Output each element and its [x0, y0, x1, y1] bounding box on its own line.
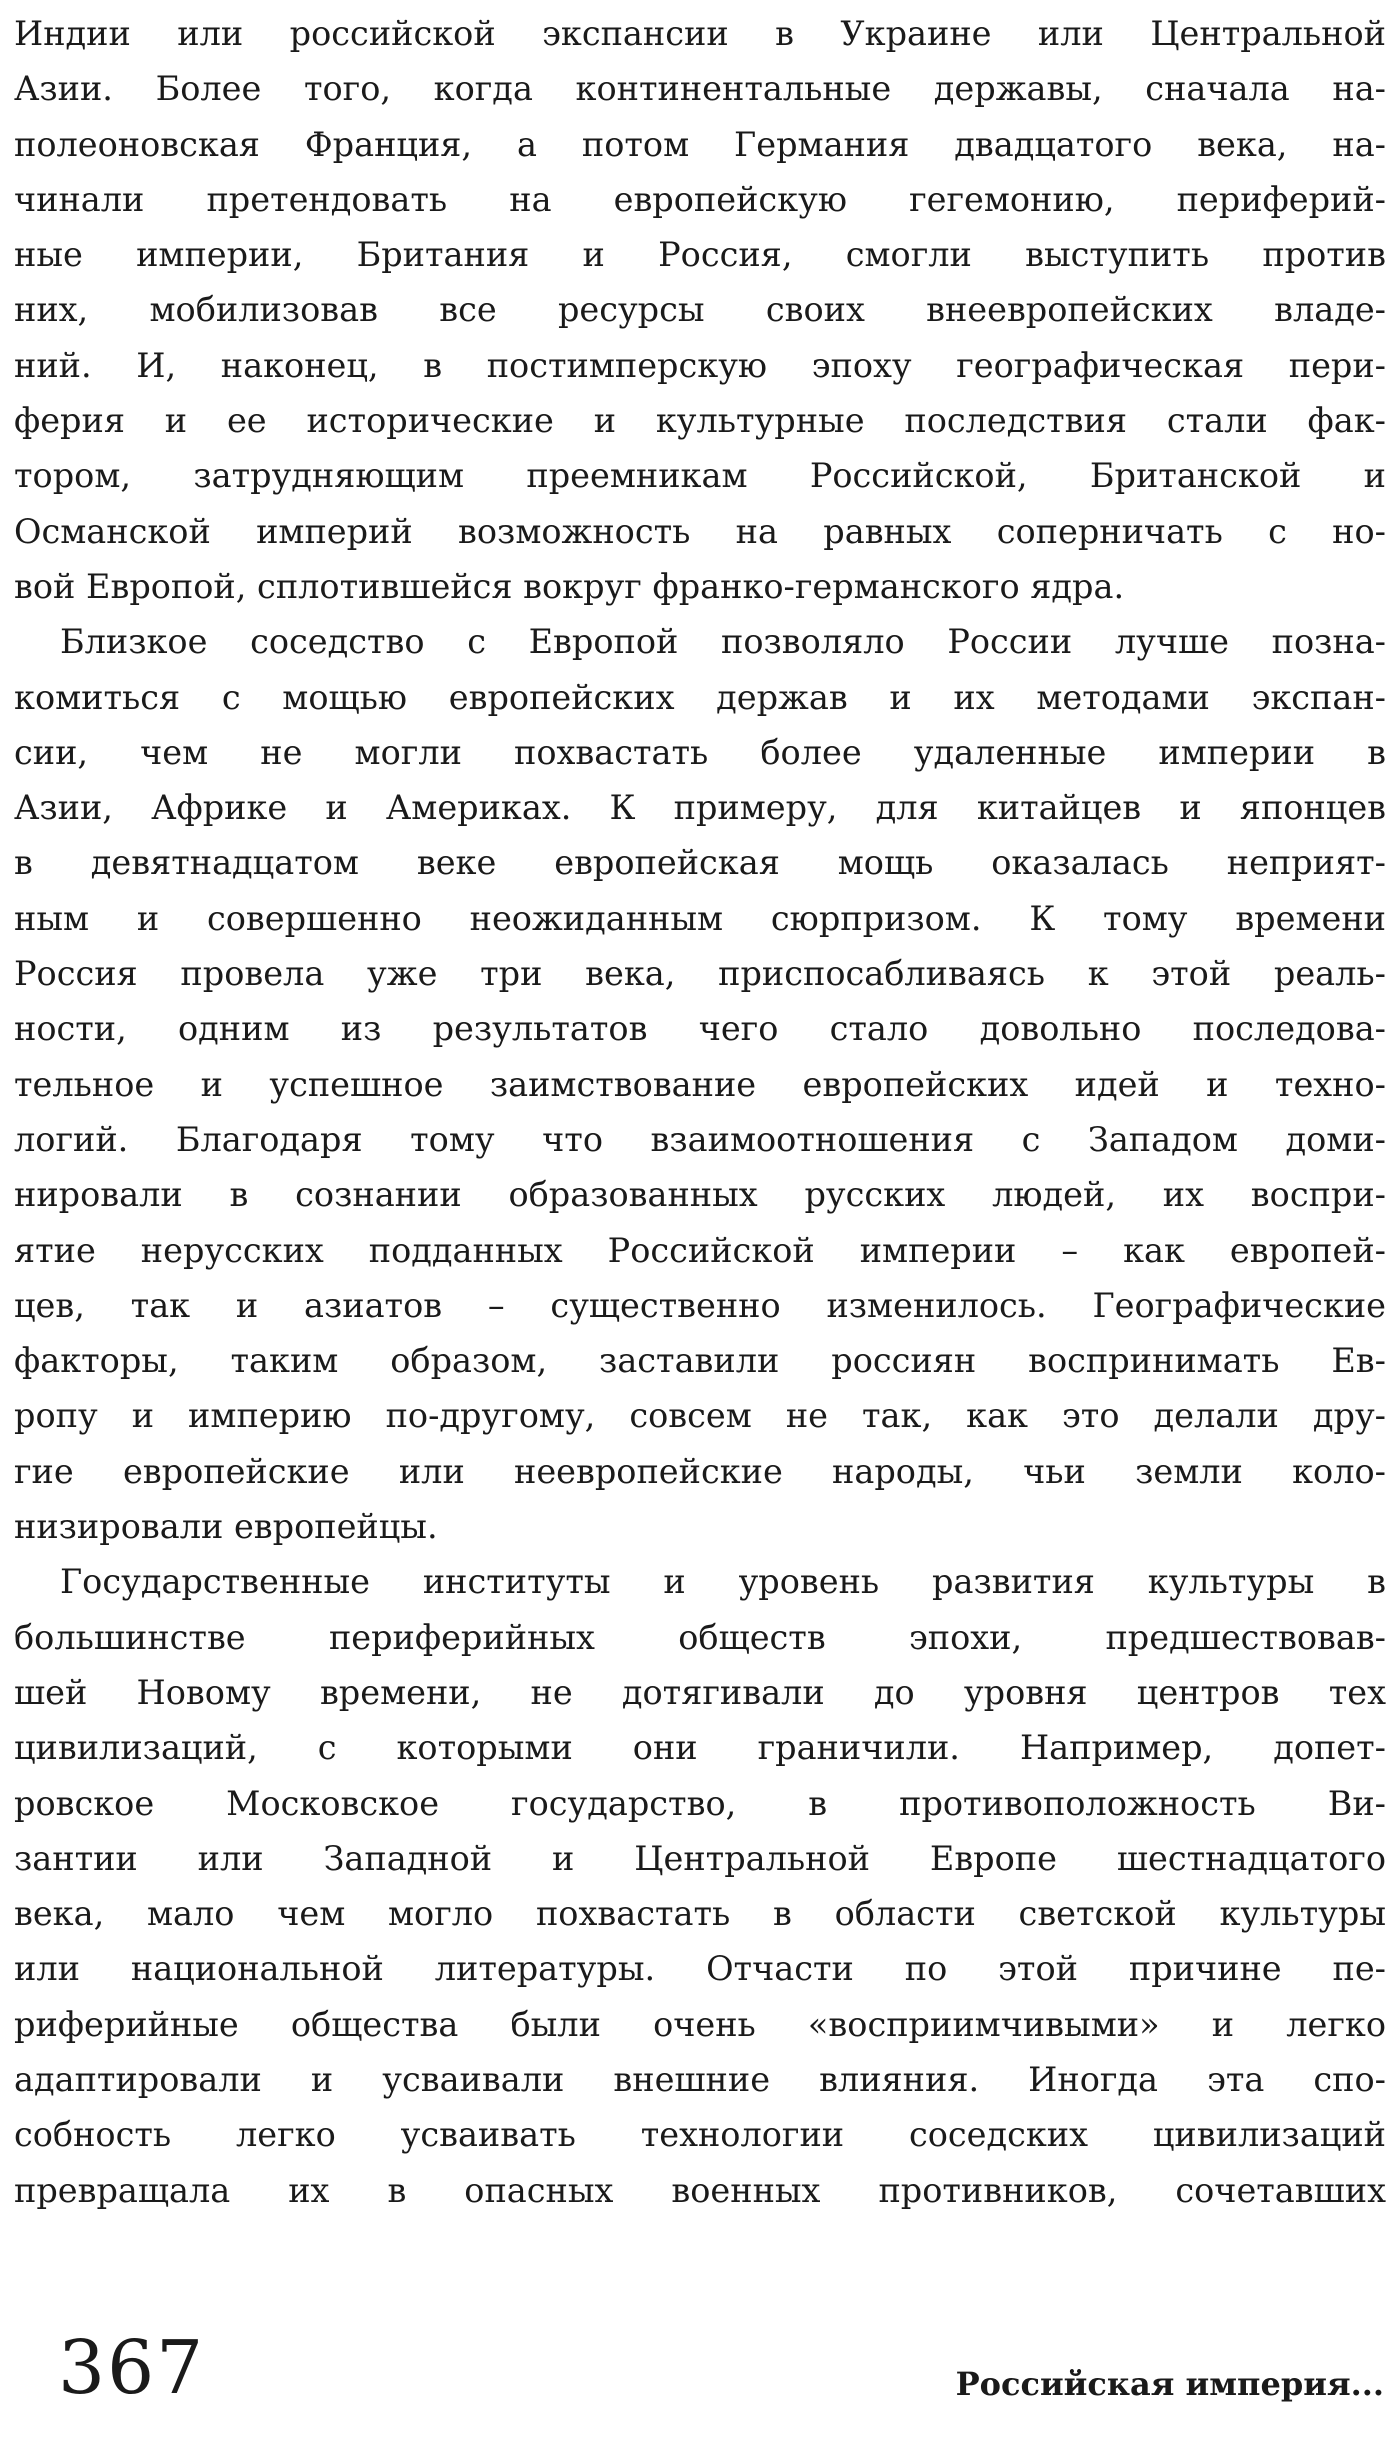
text-line: цивилизаций, с которыми они граничили. Например, допет- — [14, 1728, 1386, 1768]
text-line: комиться с мощью европейских держав и их методами экспан- — [14, 677, 1386, 717]
text-line: Государственные институты и уровень развития культуры в — [60, 1562, 1386, 1602]
text-line: собность легко усваивать технологии соседских цивилизаций — [14, 2115, 1386, 2155]
text-line: ности, одним из результатов чего стало довольно последова- — [14, 1009, 1386, 1049]
text-line: ний. И, наконец, в постимперскую эпоху географическая пери- — [14, 345, 1386, 385]
text-line: низировали европейцы. — [14, 1507, 438, 1547]
page-footer — [0, 2318, 1398, 2438]
text-line: нировали в сознании образованных русских людей, их воспри- — [14, 1175, 1386, 1215]
text-line: Азии. Более того, когда континентальные державы, сначала на- — [14, 69, 1386, 109]
text-line: Азии, Африке и Америках. К примеру, для китайцев и японцев — [14, 788, 1386, 828]
text-line: или национальной литературы. Отчасти по этой причине пе- — [14, 1949, 1386, 1989]
text-line: цев, так и азиатов – существенно изменилось. Географические — [14, 1285, 1386, 1325]
text-line: века, мало чем могло похвастать в области светской культуры — [14, 1894, 1386, 1934]
text-line: чинали претендовать на европейскую гегемонию, периферий- — [14, 179, 1386, 219]
text-line: зантии или Западной и Центральной Европе шестнадцатого — [14, 1838, 1386, 1878]
text-line: шей Новому времени, не дотягивали до уровня центров тех — [14, 1672, 1386, 1712]
text-line: вой Европой, сплотившейся вокруг франко-германского ядра. — [14, 566, 1125, 606]
text-line: большинстве периферийных обществ эпохи, предшествовав- — [14, 1617, 1386, 1657]
running-title: Российская империя... — [955, 2365, 1384, 2403]
text-line: них, мобилизовав все ресурсы своих внеевропейских владе- — [14, 290, 1386, 330]
text-line: Османской империй возможность на равных соперничать с но- — [14, 511, 1386, 551]
text-line: логий. Благодаря тому что взаимоотношения с Западом доми- — [14, 1119, 1386, 1159]
text-line: риферийные общества были очень «восприимчивыми» и легко — [14, 2004, 1386, 2044]
text-line: ятие нерусских подданных Российской империи – как европей- — [14, 1230, 1386, 1270]
text-line: Индии или российской экспансии в Украине или Центральной — [14, 14, 1386, 53]
text-line: тельное и успешное заимствование европейских идей и техно- — [14, 1064, 1386, 1104]
text-line: гие европейские или неевропейские народы, чьи земли коло- — [14, 1451, 1386, 1491]
text-line: тором, затрудняющим преемникам Российской, Британской и — [14, 456, 1386, 496]
text-line: Близкое соседство с Европой позволяло России лучше позна- — [60, 622, 1386, 662]
text-line: ферия и ее исторические и культурные последствия стали фак- — [14, 401, 1386, 441]
text-line: Россия провела уже три века, приспосабливаясь к этой реаль- — [14, 954, 1386, 994]
text-line: ровское Московское государство, в противоположность Ви- — [14, 1783, 1386, 1823]
text-line: факторы, таким образом, заставили россиян воспринимать Ев- — [14, 1341, 1386, 1381]
text-line: в девятнадцатом веке европейская мощь оказалась неприят- — [14, 843, 1386, 883]
text-line: полеоновская Франция, а потом Германия двадцатого века, на- — [14, 124, 1386, 164]
page-number: 367 — [58, 2325, 206, 2411]
text-line: ные империи, Британия и Россия, смогли выступить против — [14, 235, 1386, 275]
text-line: ропу и империю по-другому, совсем не так, как это делали дру- — [14, 1396, 1386, 1436]
text-line: превращала их в опасных военных противников, сочетавших — [14, 2170, 1386, 2210]
text-line: сии, чем не могли похвастать более удаленные империи в — [14, 732, 1386, 772]
text-line: ным и совершенно неожиданным сюрпризом. К тому времени — [14, 898, 1386, 938]
body-text — [14, 6, 1386, 2218]
text-line: адаптировали и усваивали внешние влияния. Иногда эта спо- — [14, 2059, 1386, 2099]
